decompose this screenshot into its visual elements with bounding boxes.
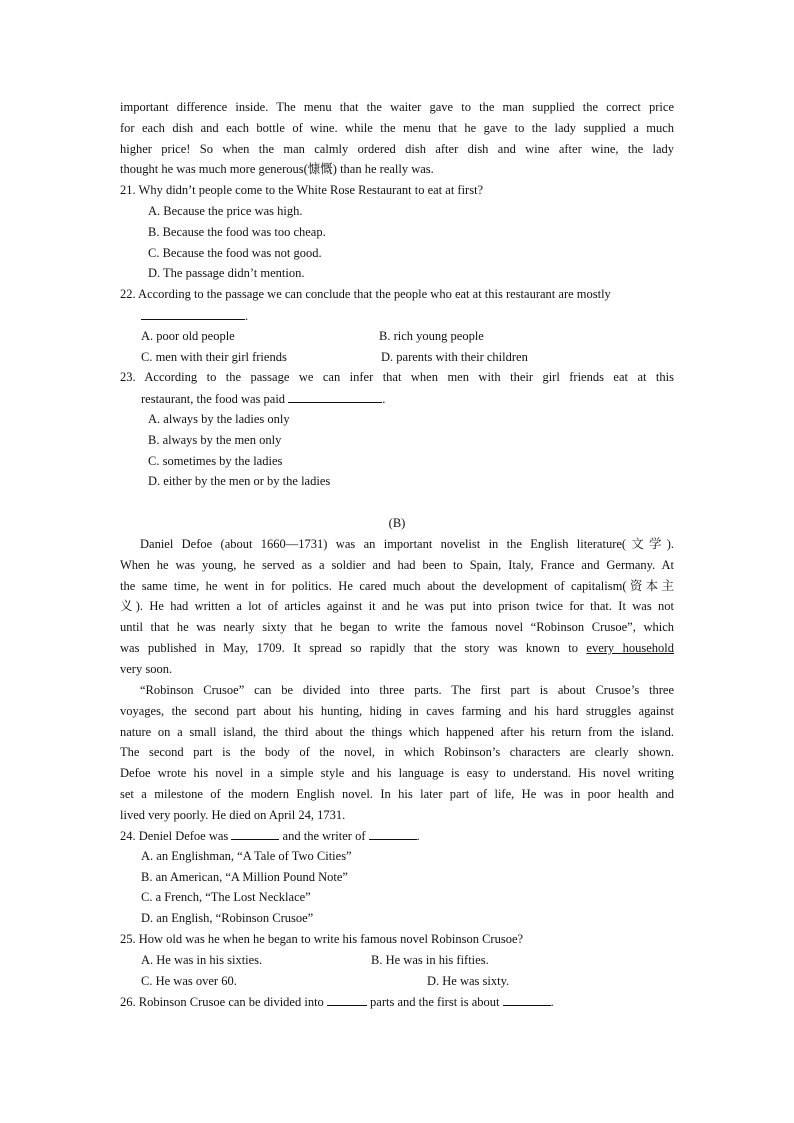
punctuation: . bbox=[416, 829, 420, 843]
question-23-stem-line2 bbox=[141, 388, 385, 410]
question-25-option-c: C. He was over 60. bbox=[141, 974, 237, 988]
text-line: very soon. bbox=[120, 661, 173, 676]
answer-blank bbox=[288, 388, 382, 403]
text-line: nature on a small island, the third about the things which happened after his return from the island. bbox=[120, 724, 674, 739]
question-25-option-d: D. He was sixty. bbox=[427, 974, 510, 988]
text-line: 23. According to the passage we can infer that when men with their girl friends eat at this bbox=[120, 370, 674, 384]
text-line: lived very poorly. He died on April 24, 1731. bbox=[120, 807, 346, 822]
punctuation: . bbox=[245, 309, 249, 323]
passage-b-paragraph-2 bbox=[120, 680, 674, 826]
text-line: restaurant, the food was paid bbox=[141, 392, 286, 406]
text-line: for each dish and each bottle of wine. while the menu that he gave to the lady supplied a much bbox=[120, 120, 674, 135]
question-21-option-d: D. The passage didn’t mention. bbox=[148, 266, 305, 280]
text-line bbox=[120, 638, 674, 659]
text-line: The second part is the body of the novel, in which Robinson’s characters are clearly shown. bbox=[120, 745, 674, 760]
question-21-stem: 21. Why didn’t people come to the White Rose Restaurant to eat at first? bbox=[120, 183, 484, 197]
text-line: Defoe wrote his novel in a simple style and his language is easy to understand. His novel writing bbox=[120, 766, 674, 781]
text-fragment: was published in May, 1709. It spread so rapidly that the story was known to bbox=[120, 640, 587, 655]
question-22-option-b: B. rich young people bbox=[379, 329, 484, 343]
question-23-option-d: D. either by the men or by the ladies bbox=[148, 474, 331, 488]
question-22-answer-blank bbox=[141, 305, 248, 327]
question-21-option-a: A. Because the price was high. bbox=[148, 204, 303, 218]
question-22-option-c: C. men with their girl friends bbox=[141, 350, 287, 364]
passage-a-ending bbox=[120, 97, 674, 180]
question-21-option-b: B. Because the food was too cheap. bbox=[148, 225, 326, 239]
text-line: thought he was much more generous(慷慨) than he really was. bbox=[120, 162, 434, 177]
text-fragment: and the writer of bbox=[282, 829, 366, 843]
question-24-option-c: C. a French, “The Lost Necklace” bbox=[141, 890, 311, 904]
question-25-option-b: B. He was in his fifties. bbox=[371, 953, 489, 967]
text-line: higher price! So when the man calmly ordered dish after dish and wine after wine, the lady bbox=[120, 141, 674, 156]
question-21-option-c: C. Because the food was not good. bbox=[148, 246, 322, 260]
text-line: Daniel Defoe (about 1660—1731) was an important novelist in the English literature(文学). bbox=[140, 537, 674, 551]
answer-blank bbox=[503, 991, 551, 1006]
passage-b-paragraph-1 bbox=[120, 534, 674, 680]
text-line: important difference inside. The menu that the waiter gave to the man supplied the correct price bbox=[120, 100, 674, 114]
answer-blank bbox=[369, 825, 417, 840]
punctuation: . bbox=[382, 392, 386, 406]
text-line: voyages, the second part about his hunting, hiding in caves farming and his hard struggles against bbox=[120, 703, 674, 718]
text-line: 义). He had written a lot of articles against it and he was put into prison twice for that. It was not bbox=[120, 599, 674, 614]
question-25-stem: 25. How old was he when he began to write his famous novel Robinson Crusoe? bbox=[120, 932, 524, 946]
question-24-option-d: D. an English, “Robinson Crusoe” bbox=[141, 911, 314, 925]
section-heading: (B) bbox=[388, 516, 406, 530]
question-26-stem bbox=[120, 991, 554, 1013]
question-24-option-b: B. an American, “A Million Pound Note” bbox=[141, 870, 348, 884]
question-23-option-a: A. always by the ladies only bbox=[148, 412, 290, 426]
question-24-stem bbox=[120, 825, 420, 847]
answer-blank bbox=[327, 991, 367, 1006]
text-line: “Robinson Crusoe” can be divided into three parts. The first part is about Crusoe’s three bbox=[140, 683, 674, 697]
question-23-option-b: B. always by the men only bbox=[148, 433, 282, 447]
text-line: the same time, he went in for politics. He cared much about the development of capitalism(资本主 bbox=[120, 578, 674, 593]
text-line: When he was young, he served as a soldier and had been to Spain, Italy, France and Germany. At bbox=[120, 557, 674, 572]
text-line: until that he was nearly sixty that he began to write the famous novel “Robinson Crusoe”, which bbox=[120, 620, 674, 635]
punctuation: . bbox=[550, 995, 554, 1009]
question-23-stem bbox=[120, 367, 674, 388]
question-22-option-a: A. poor old people bbox=[141, 329, 235, 343]
text-fragment: 24. Deniel Defoe was bbox=[120, 829, 229, 843]
question-22-option-d: D. parents with their children bbox=[381, 350, 528, 364]
question-25-option-a: A. He was in his sixties. bbox=[141, 953, 263, 967]
answer-blank bbox=[141, 305, 245, 320]
answer-blank bbox=[231, 825, 279, 840]
question-22-stem: 22. According to the passage we can conclude that the people who eat at this restaurant are mostly bbox=[120, 287, 611, 301]
text-fragment: parts and the first is about bbox=[370, 995, 500, 1009]
text-line: set a milestone of the modern English novel. In his later part of life, He was in poor health and bbox=[120, 786, 674, 801]
text-fragment: 26. Robinson Crusoe can be divided into bbox=[120, 995, 324, 1009]
question-23-option-c: C. sometimes by the ladies bbox=[148, 454, 283, 468]
question-24-option-a: A. an Englishman, “A Tale of Two Cities” bbox=[141, 849, 352, 863]
underlined-phrase: every household bbox=[586, 640, 674, 655]
